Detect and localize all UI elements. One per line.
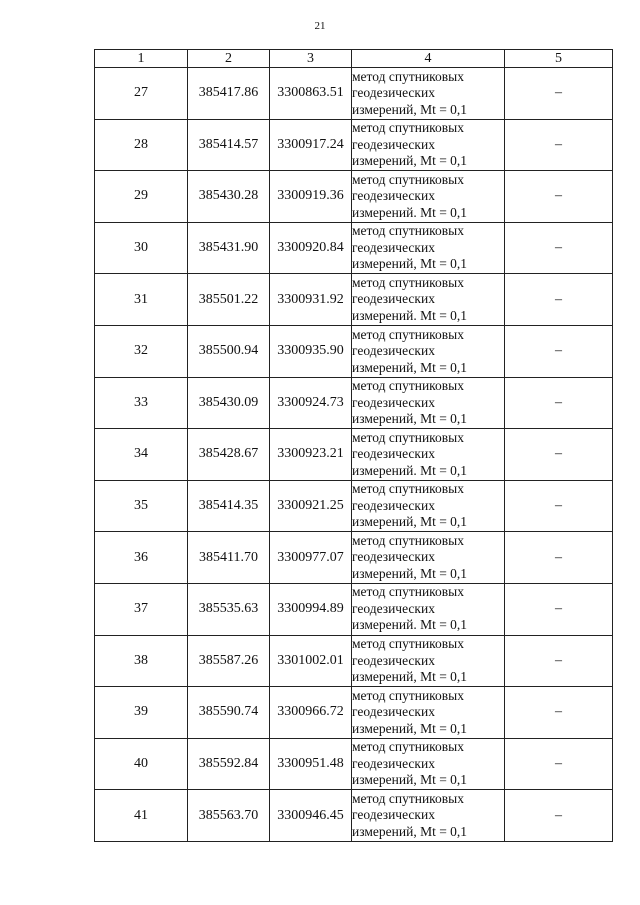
coordinate-x: 385414.57 bbox=[188, 119, 270, 171]
method-line: геодезических bbox=[352, 652, 435, 668]
method-description bbox=[352, 274, 505, 326]
column-header: 2 bbox=[188, 50, 270, 68]
coordinate-x: 385431.90 bbox=[188, 222, 270, 274]
table-row bbox=[95, 429, 613, 481]
coordinate-y: 3300994.89 bbox=[270, 583, 352, 635]
method-line: геодезических bbox=[352, 188, 435, 204]
method-description bbox=[352, 171, 505, 223]
table-header-row bbox=[95, 50, 613, 68]
coordinate-x: 385428.67 bbox=[188, 429, 270, 481]
method-description bbox=[352, 325, 505, 377]
method-line: измерений, Mt = 0,1 bbox=[352, 565, 468, 581]
method-line: измерений, Mt = 0,1 bbox=[352, 514, 468, 530]
point-number: 38 bbox=[95, 635, 188, 687]
table-row bbox=[95, 377, 613, 429]
point-number: 40 bbox=[95, 738, 188, 790]
method-description bbox=[352, 119, 505, 171]
point-number: 39 bbox=[95, 687, 188, 739]
note-dash: – bbox=[505, 222, 613, 274]
method-line: геодезических bbox=[352, 549, 435, 565]
note-dash: – bbox=[505, 583, 613, 635]
table-row bbox=[95, 532, 613, 584]
point-number: 35 bbox=[95, 480, 188, 532]
table-row bbox=[95, 274, 613, 326]
method-line: геодезических bbox=[352, 600, 435, 616]
coordinate-x: 385592.84 bbox=[188, 738, 270, 790]
point-number: 32 bbox=[95, 325, 188, 377]
method-line: метод спутниковых bbox=[352, 584, 464, 600]
coordinate-y: 3300920.84 bbox=[270, 222, 352, 274]
note-dash: – bbox=[505, 325, 613, 377]
note-dash: – bbox=[505, 738, 613, 790]
coordinate-y: 3300946.45 bbox=[270, 790, 352, 842]
table-row bbox=[95, 480, 613, 532]
page-number: 21 bbox=[314, 20, 326, 32]
coordinate-x: 385501.22 bbox=[188, 274, 270, 326]
method-line: метод спутниковых bbox=[352, 790, 464, 806]
method-line: метод спутниковых bbox=[352, 120, 464, 136]
method-description bbox=[352, 583, 505, 635]
note-dash: – bbox=[505, 68, 613, 120]
method-description bbox=[352, 377, 505, 429]
note-dash: – bbox=[505, 687, 613, 739]
method-description bbox=[352, 738, 505, 790]
method-line: измерений, Mt = 0,1 bbox=[352, 359, 468, 375]
point-number: 41 bbox=[95, 790, 188, 842]
method-line: геодезических bbox=[352, 704, 435, 720]
table-row bbox=[95, 790, 613, 842]
point-number: 37 bbox=[95, 583, 188, 635]
method-line: метод спутниковых bbox=[352, 326, 464, 342]
note-dash: – bbox=[505, 171, 613, 223]
method-line: измерений, Mt = 0,1 bbox=[352, 101, 468, 117]
method-line: метод спутниковых bbox=[352, 636, 464, 652]
coordinate-y: 3300935.90 bbox=[270, 325, 352, 377]
method-line: метод спутниковых bbox=[352, 171, 464, 187]
method-description bbox=[352, 222, 505, 274]
method-line: геодезических bbox=[352, 136, 435, 152]
method-line: метод спутниковых bbox=[352, 481, 464, 497]
method-line: метод спутниковых bbox=[352, 532, 464, 548]
coordinate-y: 3300919.36 bbox=[270, 171, 352, 223]
method-description bbox=[352, 687, 505, 739]
table-row bbox=[95, 68, 613, 120]
coordinate-x: 385430.09 bbox=[188, 377, 270, 429]
method-line: метод спутниковых bbox=[352, 739, 464, 755]
table-body bbox=[95, 68, 613, 842]
coordinate-x: 385411.70 bbox=[188, 532, 270, 584]
method-description bbox=[352, 635, 505, 687]
point-number: 29 bbox=[95, 171, 188, 223]
coordinates-table bbox=[94, 49, 613, 842]
coordinate-x: 385500.94 bbox=[188, 325, 270, 377]
table-row bbox=[95, 222, 613, 274]
method-line: геодезических bbox=[352, 446, 435, 462]
method-line: геодезических bbox=[352, 343, 435, 359]
point-number: 27 bbox=[95, 68, 188, 120]
method-line: геодезических bbox=[352, 291, 435, 307]
method-line: геодезических bbox=[352, 85, 435, 101]
column-header: 5 bbox=[505, 50, 613, 68]
method-line: измерений. Mt = 0,1 bbox=[352, 617, 468, 633]
note-dash: – bbox=[505, 274, 613, 326]
note-dash: – bbox=[505, 790, 613, 842]
method-line: измерений, Mt = 0,1 bbox=[352, 256, 468, 272]
coordinate-y: 3300924.73 bbox=[270, 377, 352, 429]
table-row bbox=[95, 583, 613, 635]
coordinate-y: 3300923.21 bbox=[270, 429, 352, 481]
method-line: геодезических bbox=[352, 807, 435, 823]
method-description bbox=[352, 68, 505, 120]
method-line: метод спутниковых bbox=[352, 223, 464, 239]
coordinate-x: 385535.63 bbox=[188, 583, 270, 635]
note-dash: – bbox=[505, 532, 613, 584]
point-number: 31 bbox=[95, 274, 188, 326]
coordinate-y: 3300921.25 bbox=[270, 480, 352, 532]
method-line: измерений, Mt = 0,1 bbox=[352, 720, 468, 736]
table-row bbox=[95, 119, 613, 171]
point-number: 36 bbox=[95, 532, 188, 584]
method-description bbox=[352, 532, 505, 584]
note-dash: – bbox=[505, 429, 613, 481]
method-description bbox=[352, 790, 505, 842]
table-row bbox=[95, 738, 613, 790]
method-line: метод спутниковых bbox=[352, 429, 464, 445]
method-line: геодезических bbox=[352, 394, 435, 410]
table-row bbox=[95, 687, 613, 739]
method-line: геодезических bbox=[352, 239, 435, 255]
method-line: измерений, Mt = 0,1 bbox=[352, 411, 468, 427]
method-line: измерений, Mt = 0,1 bbox=[352, 823, 468, 839]
column-header: 4 bbox=[352, 50, 505, 68]
column-header: 3 bbox=[270, 50, 352, 68]
note-dash: – bbox=[505, 119, 613, 171]
coordinate-y: 3300917.24 bbox=[270, 119, 352, 171]
note-dash: – bbox=[505, 377, 613, 429]
point-number: 28 bbox=[95, 119, 188, 171]
method-line: метод спутниковых bbox=[352, 68, 464, 84]
point-number: 34 bbox=[95, 429, 188, 481]
method-line: измерений. Mt = 0,1 bbox=[352, 462, 468, 478]
method-line: геодезических bbox=[352, 497, 435, 513]
coordinate-x: 385417.86 bbox=[188, 68, 270, 120]
coordinate-y: 3301002.01 bbox=[270, 635, 352, 687]
table-row bbox=[95, 635, 613, 687]
method-line: измерений, Mt = 0,1 bbox=[352, 772, 468, 788]
coordinate-y: 3300931.92 bbox=[270, 274, 352, 326]
coordinate-x: 385414.35 bbox=[188, 480, 270, 532]
point-number: 30 bbox=[95, 222, 188, 274]
method-line: измерений. Mt = 0,1 bbox=[352, 307, 468, 323]
method-line: метод спутниковых bbox=[352, 274, 464, 290]
method-line: измерений, Mt = 0,1 bbox=[352, 153, 468, 169]
coordinate-y: 3300951.48 bbox=[270, 738, 352, 790]
method-description bbox=[352, 429, 505, 481]
note-dash: – bbox=[505, 635, 613, 687]
coordinate-y: 3300977.07 bbox=[270, 532, 352, 584]
coordinate-x: 385590.74 bbox=[188, 687, 270, 739]
method-line: измерений. Mt = 0,1 bbox=[352, 204, 468, 220]
column-header: 1 bbox=[95, 50, 188, 68]
coordinate-x: 385430.28 bbox=[188, 171, 270, 223]
method-line: метод спутниковых bbox=[352, 687, 464, 703]
coordinate-x: 385563.70 bbox=[188, 790, 270, 842]
method-line: измерений, Mt = 0,1 bbox=[352, 669, 468, 685]
coordinate-y: 3300863.51 bbox=[270, 68, 352, 120]
point-number: 33 bbox=[95, 377, 188, 429]
table-row bbox=[95, 325, 613, 377]
note-dash: – bbox=[505, 480, 613, 532]
coordinate-x: 385587.26 bbox=[188, 635, 270, 687]
method-description bbox=[352, 480, 505, 532]
method-line: геодезических bbox=[352, 755, 435, 771]
table-row bbox=[95, 171, 613, 223]
coordinate-y: 3300966.72 bbox=[270, 687, 352, 739]
method-line: метод спутниковых bbox=[352, 378, 464, 394]
